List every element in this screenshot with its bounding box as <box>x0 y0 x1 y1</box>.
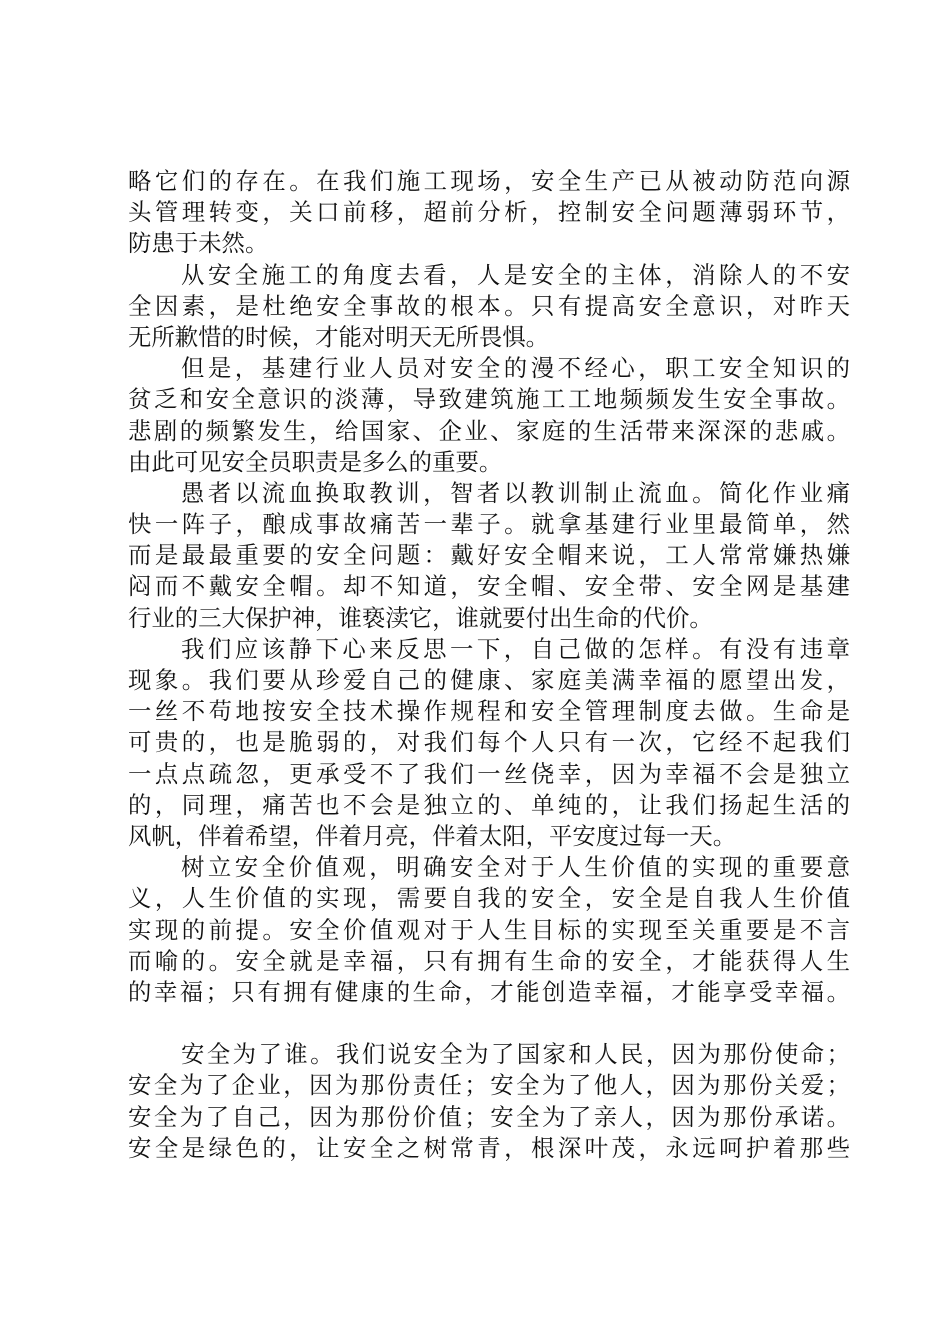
text-line: 一丝不苟地按安全技术操作规程和安全管理制度去做。生命是 <box>128 697 850 726</box>
text-line: 悲剧的频繁发生，给国家、企业、家庭的生活带来深深的悲戚。 <box>128 416 850 445</box>
text-line: 风帆，伴着希望，伴着月亮，伴着太阳，平安度过每一天。 <box>128 821 737 850</box>
text-line: 而喻的。安全就是幸福，只有拥有生命的安全，才能获得人生 <box>128 946 850 975</box>
paragraph <box>128 1039 850 1164</box>
paragraph <box>128 166 850 260</box>
text-line: 由此可见安全员职责是多么的重要。 <box>128 447 503 476</box>
paragraph <box>128 852 850 1008</box>
text-line: 现象。我们要从珍爱自己的健康、家庭美满幸福的愿望出发， <box>128 666 850 694</box>
paragraph <box>128 353 850 478</box>
paragraph <box>128 260 850 354</box>
paragraph <box>128 478 850 634</box>
text-line: 快一阵子，酿成事故痛苦一辈子。就拿基建行业里最简单，然 <box>128 510 850 539</box>
text-line: 行业的三大保护神，谁亵渎它，谁就要付出生命的代价。 <box>128 603 713 632</box>
text-line: 而是最最重要的安全问题：戴好安全帽来说，工人常常嫌热嫌 <box>128 541 850 570</box>
paragraph-spacer <box>128 1008 850 1039</box>
text-line: 安全为了谁。我们说安全为了国家和人民，因为那份使命； <box>181 1040 850 1069</box>
text-line: 但是，基建行业人员对安全的漫不经心，职工安全知识的 <box>181 354 850 383</box>
text-line: 的，同理，痛苦也不会是独立的、单纯的，让我们扬起生活的 <box>128 790 850 819</box>
text-line: 安全为了自己，因为那份价值；安全为了亲人，因为那份承诺。 <box>128 1102 850 1131</box>
text-line: 略它们的存在。在我们施工现场，安全生产已从被动防范向源 <box>128 167 850 195</box>
paragraph <box>128 634 850 852</box>
text-line: 可贵的，也是脆弱的，对我们每个人只有一次，它经不起我们 <box>128 728 850 757</box>
text-line: 我们应该静下心来反思一下，自己做的怎样。有没有违章 <box>181 634 850 663</box>
text-line: 的幸福；只有拥有健康的生命，才能创造幸福，才能享受幸福。 <box>128 977 850 1006</box>
text-line: 实现的前提。安全价值观对于人生目标的实现至关重要是不言 <box>128 915 850 944</box>
text-line: 安全是绿色的，让安全之树常青，根深叶茂，永远呵护着那些 <box>128 1133 850 1162</box>
text-line: 全因素，是杜绝安全事故的根本。只有提高安全意识，对昨天 <box>128 291 850 320</box>
text-line: 防患于未然。 <box>128 229 269 258</box>
text-line: 树立安全价值观，明确安全对于人生价值的实现的重要意 <box>181 853 850 882</box>
text-line: 从安全施工的角度去看，人是安全的主体，消除人的不安 <box>181 260 850 289</box>
text-line: 闷而不戴安全帽。却不知道，安全帽、安全带、安全网是基建 <box>128 572 850 601</box>
text-line: 愚者以流血换取教训，智者以教训制止流血。简化作业痛 <box>181 478 850 507</box>
text-line: 义，人生价值的实现，需要自我的安全，安全是自我人生价值 <box>128 884 850 913</box>
text-line: 一点点疏忽，更承受不了我们一丝侥幸，因为幸福不会是独立 <box>128 759 850 788</box>
text-line: 无所歉惜的时候，才能对明天无所畏惧。 <box>128 322 550 351</box>
text-line: 贫乏和安全意识的淡薄，导致建筑施工工地频频发生安全事故。 <box>128 385 850 414</box>
document-body <box>128 166 850 1164</box>
text-line: 头管理转变，关口前移，超前分析，控制安全问题薄弱环节， <box>128 198 850 227</box>
text-line: 安全为了企业，因为那份责任；安全为了他人，因为那份关爱； <box>128 1071 850 1100</box>
